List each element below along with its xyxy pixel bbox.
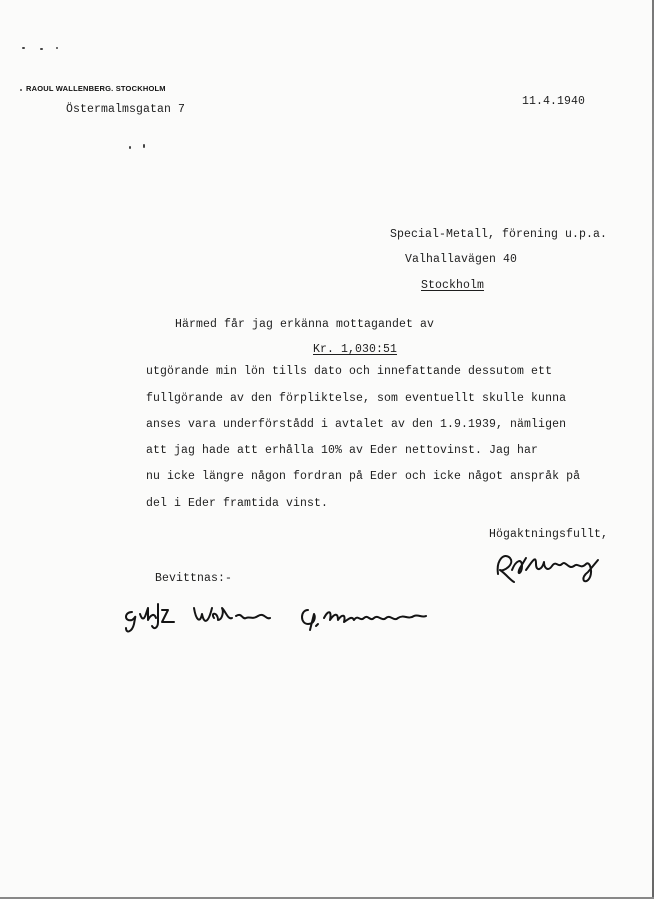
author-signature <box>490 548 610 588</box>
body-line: fullgörande av den förpliktelse, som eventuellt skulle kunna <box>146 392 567 405</box>
recipient-line-1: Special-Metall, förening u.p.a. <box>390 228 608 241</box>
body-line: del i Eder framtida vinst. <box>146 497 329 510</box>
paper-mark <box>129 146 131 149</box>
paper-mark <box>20 89 22 91</box>
body-line: anses vara underförstådd i avtalet av den 1.9.1939, nämligen <box>146 418 567 431</box>
recipient-line-3: Stockholm <box>421 279 485 292</box>
letterhead-name: RAOUL WALLENBERG. STOCKHOLM <box>26 84 166 93</box>
closing: Högaktningsfullt, <box>489 528 609 541</box>
letterhead-address: Östermalmsgatan 7 <box>66 103 186 116</box>
body-line: utgörande min lön tills dato och innefattande dessutom ett <box>146 365 553 378</box>
witness-signature-1 <box>118 598 298 638</box>
recipient-line-2: Valhallavägen 40 <box>405 253 518 266</box>
paper-mark <box>22 47 25 49</box>
paper-mark <box>56 47 58 49</box>
body-line: nu icke längre någon fordran på Eder och icke något anspråk på <box>146 470 581 483</box>
amount: Kr. 1,030:51 <box>313 343 398 356</box>
paper-mark <box>40 48 43 50</box>
letter-date: 11.4.1940 <box>522 95 586 108</box>
body-line: att jag hade att erhålla 10% av Eder nettovinst. Jag har <box>146 444 539 457</box>
witness-label: Bevittnas:- <box>155 572 233 585</box>
body-intro: Härmed får jag erkänna mottagandet av <box>175 318 435 331</box>
witness-signature-2 <box>298 600 438 636</box>
paper-mark <box>143 144 145 148</box>
